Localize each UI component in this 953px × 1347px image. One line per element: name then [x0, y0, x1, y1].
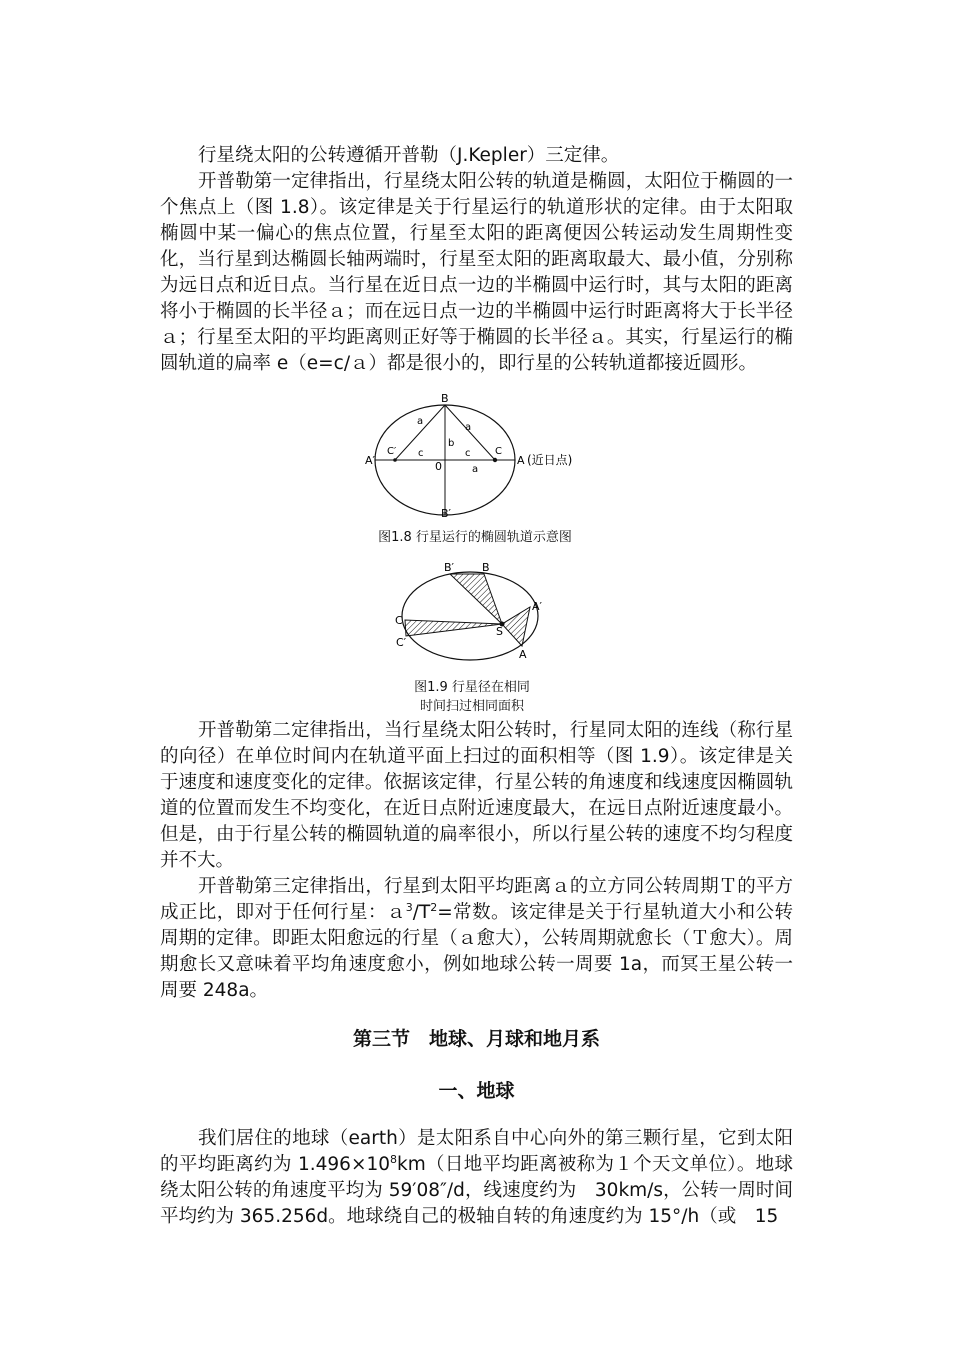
- intro-paragraph: 行星绕太阳的公转遵循开普勒（J.Kepler）三定律。: [198, 145, 620, 166]
- fig1-label-c-right: c: [465, 448, 471, 459]
- figure-1-8-caption: 图1.8 行星运行的椭圆轨道示意图: [378, 530, 572, 545]
- third-law-exponent-3: 3: [405, 900, 413, 914]
- first-law-paragraph: 开普勒第一定律指出，行星绕太阳公转的轨道是椭圆，太阳位于椭圆的一个焦点上（图 1.8）。该定律是关于行星运行的轨道形状的定律。由于太阳取椭圆中某一偏心的焦点位置，行星至太阳的距离便因公转运动发生周期性变化，当行星到达椭圆长轴两端时，行星至太阳的距离取最大、最小值，分别称为远日点和近日点。当行星在近日点一边的半椭圆中运行时，其与太阳的距离将小于椭圆的长半径ａ；而在远日点一边的半椭圆中运行时距离将大于长半径ａ；行星至太阳的平均距离则正好等于椭圆的长半径ａ。其实，行星运行的椭圆轨道的扁率 e（e=c/ａ）都是很小的，即行星的公转轨道都接近圆形。: [160, 171, 793, 374]
- text-block-first-law: [160, 143, 793, 377]
- third-law-paragraph: [160, 874, 793, 1004]
- fig2-label-c: C: [395, 614, 403, 627]
- fig1-label-o: 0: [435, 460, 442, 473]
- fig2-label-b: B: [482, 561, 490, 574]
- third-law-text-2: /T: [412, 902, 431, 923]
- fig1-label-perihelion: (近日点): [527, 453, 573, 467]
- fig2-label-b-prime: B′: [444, 561, 455, 574]
- fig1-label-b-prime: B′: [441, 507, 452, 520]
- figure-1-9-equal-areas: [392, 560, 552, 668]
- figure-1-9-caption: [392, 676, 552, 714]
- third-law-text-3: =常数。该定律是关于行星轨道大小和公转周期的定律。即距太阳愈远的行星（ａ愈大），公转周期就愈长（Ｔ愈大）。周期愈长又意味着平均角速度愈小，例如地球公转一周要 1a，而冥王星公转一周要 248a。: [160, 902, 793, 1001]
- earth-text-2: km（日地平均距离被称为１个天文单位）。地球绕太阳公转的角速度平均为 59′08″/d，线速度约为 30km/s，公转一周时间平均约为 365.256d。地球绕自己的极轴自转的角速度约为 15°/h（或 15: [160, 1154, 793, 1227]
- fig1-label-b: B: [441, 392, 449, 405]
- fig1-label-a-right: a: [465, 422, 472, 433]
- fig1-label-c-left: c: [418, 448, 424, 459]
- fig1-label-c: C: [495, 446, 502, 457]
- subsection-heading: 一、地球: [438, 1080, 515, 1102]
- fig1-label-a-left: a: [417, 416, 424, 427]
- text-block-second-third-law: [160, 718, 793, 1004]
- figure-1-9-caption-line2: 时间扫过相同面积: [419, 699, 524, 714]
- fig1-label-a-prime: A′: [365, 454, 376, 467]
- second-law-paragraph: 开普勒第二定律指出，当行星绕太阳公转时，行星同太阳的连线（称行星的向径）在单位时间内在轨道平面上扫过的面积相等（图 1.9）。该定律是关于速度和速度变化的定律。依据该定律，行星公转的角速度和线速度因椭圆轨道的位置而发生不均变化，在近日点附近速度最大，在远日点附近速度最小。但是，由于行星公转的椭圆轨道的扁率很小，所以行星公转的速度不均匀程度并不大。: [160, 720, 793, 871]
- fig2-label-a-prime: A′: [532, 600, 543, 613]
- figure-1-8-ellipse-orbit: [355, 390, 595, 520]
- fig2-label-s: S: [496, 625, 503, 638]
- earth-paragraph: [160, 1126, 793, 1230]
- figure-1-9-caption-line1: 图1.9 行星径在相同: [414, 680, 530, 695]
- third-law-exponent-2: 2: [430, 900, 438, 914]
- fig1-label-a: A: [517, 454, 525, 467]
- earth-exponent-8: 8: [390, 1152, 397, 1166]
- fig2-label-a: A: [519, 648, 527, 661]
- third-law-text-1: 开普勒第三定律指出，行星到太阳平均距离ａ的立方同公转周期Ｔ的平方成正比，即对于任何行星：ａ: [160, 876, 793, 923]
- fig1-label-b-minor: b: [448, 438, 455, 449]
- section-heading: 第三节 地球、月球和地月系: [352, 1028, 600, 1050]
- text-block-earth: [160, 1126, 793, 1230]
- fig1-label-c-prime: C′: [387, 446, 397, 457]
- earth-text-1: 我们居住的地球（earth）是太阳系自中心向外的第三颗行星，它到太阳的平均距离约为 1.496×10: [160, 1128, 793, 1175]
- fig1-label-a-bottom: a: [472, 464, 479, 475]
- fig2-label-c-prime: C′: [396, 636, 407, 649]
